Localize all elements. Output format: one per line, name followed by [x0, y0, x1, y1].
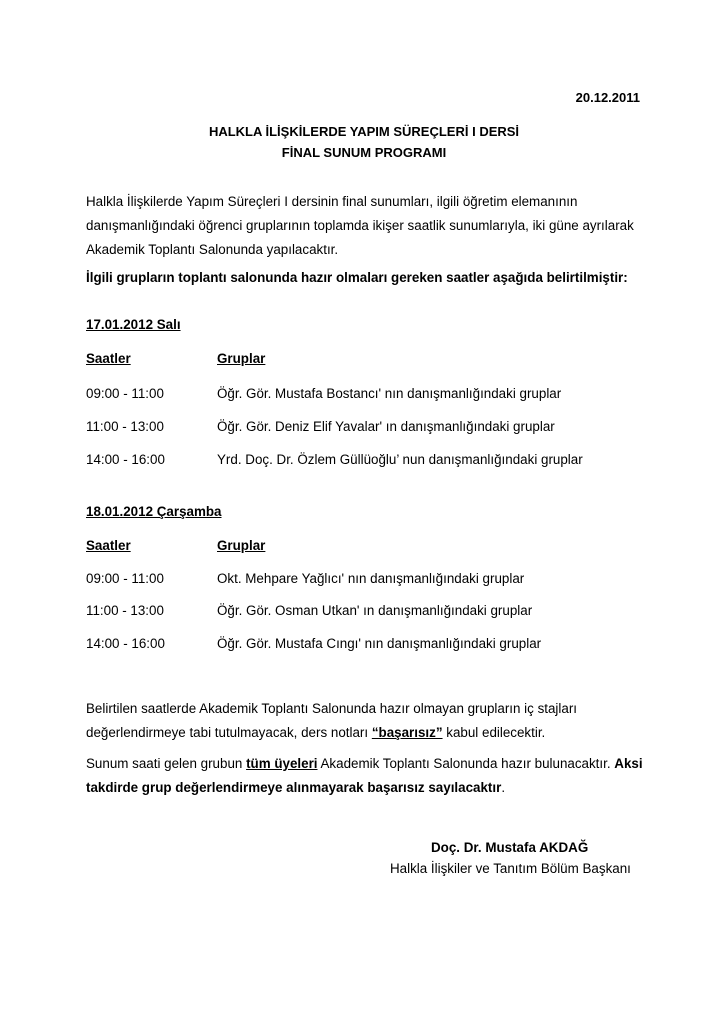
- notice-text: kabul edilecektir.: [442, 725, 546, 740]
- intro-note: İlgili grupların toplantı salonunda hazır olmaları gereken saatler aşağıda belirtilmiştir:: [86, 270, 628, 285]
- notice-paragraph-1: [86, 697, 656, 745]
- day1-header-row: [86, 351, 656, 371]
- signature-role: Halkla İlişkiler ve Tanıtım Bölüm Başkanı: [390, 861, 631, 876]
- notice-emphasis: tüm üyeleri: [246, 756, 318, 771]
- day2-col-time: Saatler: [86, 538, 131, 553]
- notice-text: .: [501, 780, 506, 795]
- row-time: 11:00 - 13:00: [86, 419, 164, 434]
- row-groups: Okt. Mehpare Yağlıcı' nın danışmanlığındaki gruplar: [217, 571, 525, 586]
- row-groups: Yrd. Doç. Dr. Özlem Güllüoğlu’ nun danışmanlığındaki gruplar: [217, 452, 583, 467]
- day1-col-groups: Gruplar: [217, 351, 266, 366]
- row-time: 09:00 - 11:00: [86, 571, 164, 586]
- notice-text: Akademik Toplantı Salonunda hazır bulunacaktır.: [317, 756, 615, 771]
- table-row: [86, 452, 656, 472]
- row-time: 09:00 - 11:00: [86, 386, 164, 401]
- row-time: 11:00 - 13:00: [86, 603, 164, 618]
- row-groups: Öğr. Gör. Mustafa Cıngı' nın danışmanlığındaki gruplar: [217, 636, 542, 651]
- notice-paragraph-2: [86, 752, 656, 800]
- row-groups: Öğr. Gör. Osman Utkan' ın danışmanlığındaki gruplar: [217, 603, 533, 618]
- row-groups: Öğr. Gör. Mustafa Bostancı' nın danışmanlığındaki gruplar: [217, 386, 562, 401]
- notice-emphasis: “başarısız”: [371, 725, 443, 740]
- table-row: [86, 636, 656, 656]
- day2-date: 18.01.2012 Çarşamba: [86, 504, 222, 519]
- row-time: 14:00 - 16:00: [86, 452, 165, 467]
- day2-header-row: [86, 538, 656, 558]
- table-row: [86, 386, 656, 406]
- day2-col-groups: Gruplar: [217, 538, 266, 553]
- notice-text: Belirtilen saatlerde Akademik Toplantı Salonunda hazır olmayan grupların iç stajları değerlendirmeye tabi tutulmayacak, ders notları: [86, 701, 578, 740]
- document-title-line1: HALKLA İLİŞKİLERDE YAPIM SÜREÇLERİ I DERSİ: [208, 124, 520, 139]
- day1-date: 17.01.2012 Salı: [86, 317, 181, 332]
- signature-name: Doç. Dr. Mustafa AKDAĞ: [431, 840, 589, 855]
- row-groups: Öğr. Gör. Deniz Elif Yavalar' ın danışmanlığındaki gruplar: [217, 419, 555, 434]
- day1-col-time: Saatler: [86, 351, 131, 366]
- table-row: [86, 603, 656, 623]
- table-row: [86, 571, 656, 591]
- document-title-line2: FİNAL SUNUM PROGRAMI: [281, 145, 447, 160]
- row-time: 14:00 - 16:00: [86, 636, 165, 651]
- document-date: 20.12.2011: [575, 90, 640, 105]
- table-row: [86, 419, 656, 439]
- intro-paragraph: Halkla İlişkilerde Yapım Süreçleri I dersinin final sunumları, ilgili öğretim elemanının danışmanlığındaki öğrenci gruplarının toplamda ikişer saatlik sunumlarıyla, iki güne ayrılarak Akademik Toplantı Salonunda yapılacaktır.: [86, 194, 634, 257]
- notice-text: Sunum saati gelen grubun: [86, 756, 247, 771]
- notice-warning: Aksi takdirde grup değerlendirmeye alınmayarak başarısız sayılacaktır: [86, 756, 643, 795]
